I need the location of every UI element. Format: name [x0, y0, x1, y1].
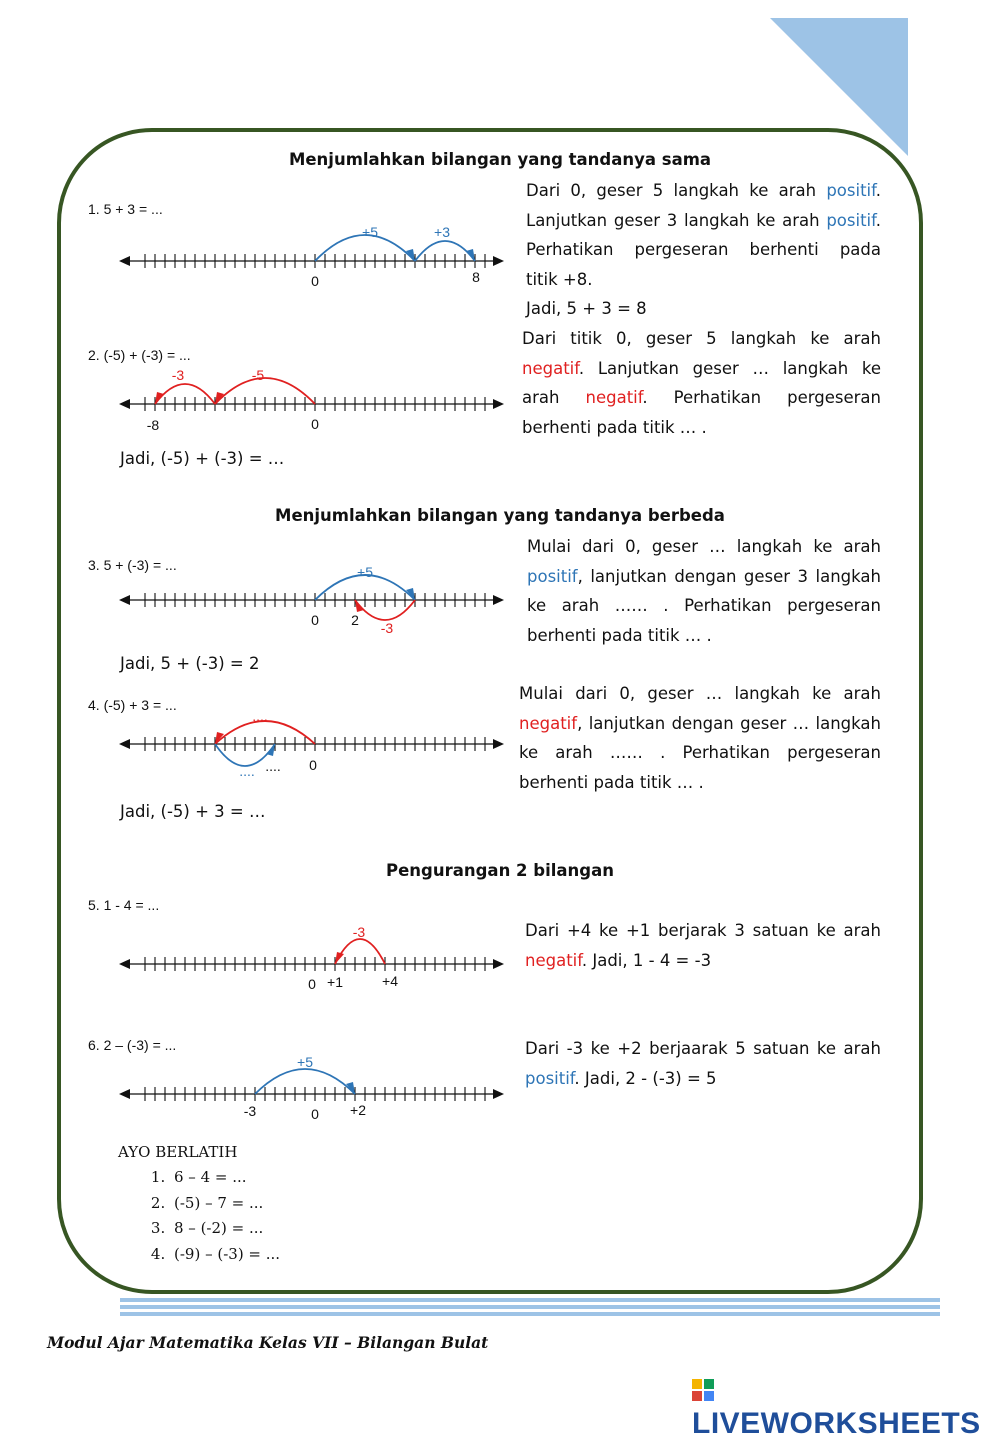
jump-arrowhead — [155, 392, 164, 404]
point-label: 2 — [351, 612, 359, 628]
axis-arrow-left — [119, 739, 130, 749]
practice-section — [118, 1143, 280, 1267]
point-label: 0 — [311, 273, 319, 289]
heading-same-sign: Menjumlahkan bilangan yang tandanya sama — [288, 150, 712, 169]
conclusion-3: Jadi, 5 + (-3) = 2 — [120, 654, 260, 673]
jump-arrowhead — [215, 392, 224, 404]
axis-arrow-right — [493, 1089, 504, 1099]
practice-title: AYO BERLATIH — [118, 1143, 238, 1161]
point-label: +1 — [327, 974, 343, 990]
jump-arrowhead — [466, 249, 475, 261]
point-label: .... — [265, 758, 281, 774]
explanation-6: Dari -3 ke +2 berjaarak 5 satuan ke arah positif. Jadi, 2 - (-3) = 5 — [525, 1039, 881, 1088]
point-label: 8 — [472, 269, 480, 285]
point-label: 0 — [309, 757, 317, 773]
explanation-1: Dari 0, geser 5 langkah ke arah positif. Lanjutkan geser 3 langkah ke arah positif. Perhatikan pergeseran berhenti pada titik +8. Jadi, 5 + 3 = 8 — [526, 181, 881, 319]
number-line-3 — [115, 540, 505, 645]
jump-label: +5 — [357, 564, 373, 580]
jump-arrowhead — [266, 744, 275, 756]
footer-stripes — [120, 1298, 940, 1319]
point-label: 0 — [308, 976, 316, 992]
number-line-4 — [115, 690, 505, 790]
axis-arrow-left — [119, 256, 130, 266]
practice-item: 4. (-9) – (-3) = ... — [170, 1242, 280, 1268]
jump-label: .... — [239, 763, 255, 779]
number-line-1 — [115, 200, 505, 295]
brand-name: LIVEWORKSHEETS — [692, 1407, 981, 1440]
conclusion-2: Jadi, (-5) + (-3) = … — [120, 449, 285, 468]
jump-arrowhead — [355, 600, 364, 612]
problem-6-label: 6. 2 – (-3) = ... — [88, 1037, 177, 1053]
point-label: 0 — [311, 1106, 319, 1122]
number-line-5 — [115, 905, 505, 1000]
jump-label: +5 — [297, 1054, 313, 1070]
axis-arrow-left — [119, 959, 130, 969]
jump-label: .... — [252, 708, 268, 724]
point-label: +4 — [382, 973, 398, 989]
heading-subtraction: Pengurangan 2 bilangan — [386, 861, 614, 880]
explanation-3: Mulai dari 0, geser … langkah ke arah positif, lanjutkan dengan geser 3 langkah ke arah …… . Perhatikan pergeseran berhenti pada titik … . — [527, 537, 881, 645]
practice-item: 2. (-5) – 7 = ... — [170, 1191, 280, 1217]
heading-diff-sign: Menjumlahkan bilangan yang tandanya berbeda — [275, 506, 725, 525]
jump-arrowhead — [406, 249, 415, 261]
axis-arrow-right — [493, 739, 504, 749]
problem-5-label: 5. 1 - 4 = ... — [88, 897, 160, 913]
jump-label: -5 — [251, 367, 265, 383]
axis-arrow-right — [493, 595, 504, 605]
number-line-2 — [115, 343, 505, 438]
problem-3-label: 3. 5 + (-3) = ... — [88, 557, 177, 573]
problem-2-label: 2. (-5) + (-3) = ... — [88, 347, 191, 363]
brand-icon — [692, 1379, 714, 1401]
point-label: -8 — [146, 417, 160, 433]
brand-logo — [692, 1373, 1000, 1441]
axis-arrow-right — [493, 256, 504, 266]
point-label: +2 — [350, 1102, 366, 1118]
axis-arrow-right — [493, 399, 504, 409]
jump-label: +3 — [434, 224, 450, 240]
jump-label: +5 — [362, 224, 378, 240]
axis-arrow-left — [119, 399, 130, 409]
jump-label: -3 — [352, 924, 366, 940]
point-label: 0 — [311, 612, 319, 628]
conclusion-4: Jadi, (-5) + 3 = … — [120, 802, 266, 821]
explanation-5: Dari +4 ke +1 berjarak 3 satuan ke arah negatif. Jadi, 1 - 4 = -3 — [525, 921, 881, 970]
number-line-6 — [115, 1035, 505, 1130]
practice-item: 3. 8 – (-2) = ... — [170, 1216, 280, 1242]
explanation-4: Mulai dari 0, geser … langkah ke arah negatif, lanjutkan dengan geser … langkah ke arah …… . Perhatikan pergeseran berhenti pada titik … . — [519, 684, 881, 792]
jump-label: -3 — [171, 367, 185, 383]
problem-1-label: 1. 5 + 3 = ... — [88, 201, 163, 217]
axis-arrow-left — [119, 1089, 130, 1099]
axis-arrow-right — [493, 959, 504, 969]
point-label: -3 — [243, 1103, 257, 1119]
axis-arrow-left — [119, 595, 130, 605]
jump-arc — [335, 939, 385, 964]
jump-label: -3 — [380, 620, 394, 636]
problem-4-label: 4. (-5) + 3 = ... — [88, 697, 177, 713]
footer-text: Modul Ajar Matematika Kelas VII – Bilangan Bulat — [47, 1333, 489, 1352]
point-label: 0 — [311, 416, 319, 432]
explanation-2: Dari titik 0, geser 5 langkah ke arah negatif. Lanjutkan geser … langkah ke arah negatif. Perhatikan pergeseran berhenti pada titik … . — [522, 329, 881, 437]
practice-item: 1. 6 – 4 = ... — [170, 1165, 280, 1191]
jump-arrowhead — [335, 952, 344, 964]
